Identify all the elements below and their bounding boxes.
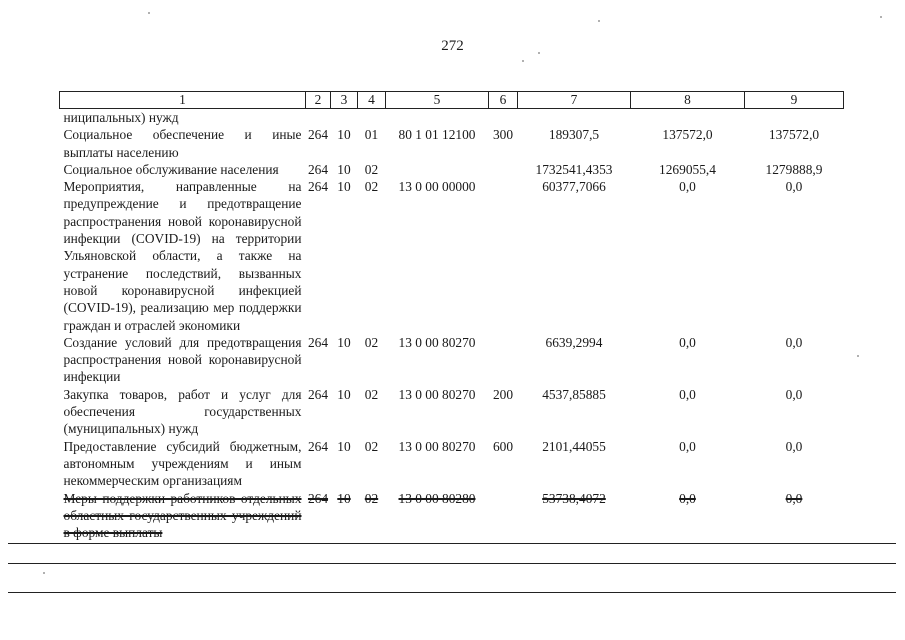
header-col-7: 7 bbox=[518, 92, 631, 109]
table-header bbox=[60, 92, 844, 109]
row-cell-c3: 10 bbox=[337, 161, 351, 177]
header-col-6: 6 bbox=[489, 92, 518, 109]
row-cell-c6 bbox=[489, 109, 518, 127]
row-cell-c7: 53738,4072 bbox=[542, 490, 606, 506]
row-cell-c2: 264 bbox=[307, 490, 329, 506]
strike-rule-mid bbox=[8, 563, 896, 564]
row-cell-c4 bbox=[358, 109, 386, 127]
scan-speck bbox=[857, 355, 859, 357]
scan-speck bbox=[538, 52, 540, 54]
row-name: Предоставление субсидий бюджетным, автономным учреждениям и иным некоммерческим организациям bbox=[63, 438, 302, 489]
header-col-5: 5 bbox=[386, 92, 489, 109]
table-row bbox=[60, 109, 844, 127]
row-cell-c7 bbox=[518, 109, 631, 127]
row-cell-c4: 02 bbox=[364, 179, 379, 195]
row-cell-c4: 02 bbox=[364, 334, 379, 350]
strike-rule-top bbox=[8, 543, 896, 544]
scan-speck bbox=[880, 16, 882, 18]
row-cell-c3: 10 bbox=[337, 127, 351, 143]
row-cell-c8: 0,0 bbox=[679, 490, 696, 506]
row-cell-c9: 0,0 bbox=[785, 334, 803, 350]
row-cell-c3: 10 bbox=[337, 334, 351, 350]
row-cell-c7: 4537,85885 bbox=[542, 386, 606, 402]
budget-table bbox=[59, 91, 844, 541]
scan-speck bbox=[43, 572, 45, 574]
row-cell-c4: 02 bbox=[364, 161, 379, 177]
row-cell-c4: 02 bbox=[364, 438, 379, 454]
header-col-2: 2 bbox=[306, 92, 331, 109]
row-cell-c2: 264 bbox=[307, 334, 329, 350]
row-cell-c2: 264 bbox=[307, 127, 329, 143]
row-cell-c5: 13 0 00 80270 bbox=[398, 438, 476, 454]
row-cell-c4: 01 bbox=[364, 127, 379, 143]
table-row bbox=[60, 178, 844, 334]
row-cell-c2: 264 bbox=[307, 179, 329, 195]
table-row bbox=[60, 126, 844, 161]
page-number: 272 bbox=[441, 38, 464, 54]
row-name: Закупка товаров, работ и услуг для обеспечения государственных (муниципальных) нужд bbox=[63, 386, 302, 437]
row-cell-c5: 13 0 00 00000 bbox=[398, 179, 476, 195]
row-cell-c9: 137572,0 bbox=[768, 127, 820, 143]
scan-speck bbox=[148, 12, 150, 14]
row-cell-c3: 10 bbox=[337, 386, 351, 402]
row-cell-c5 bbox=[386, 109, 489, 127]
row-cell-c9 bbox=[745, 109, 844, 127]
scan-speck bbox=[522, 60, 524, 62]
row-cell-c6 bbox=[489, 490, 518, 542]
row-cell-c3: 10 bbox=[337, 490, 351, 506]
row-cell-c5 bbox=[386, 161, 489, 178]
table-row bbox=[60, 334, 844, 386]
row-cell-c8: 0,0 bbox=[679, 438, 696, 454]
scan-speck bbox=[598, 20, 600, 22]
header-col-8: 8 bbox=[631, 92, 745, 109]
row-cell-c9: 1279888,9 bbox=[765, 161, 823, 177]
row-cell-c3: 10 bbox=[337, 179, 351, 195]
row-cell-c8 bbox=[631, 109, 745, 127]
row-cell-c6: 600 bbox=[492, 438, 514, 454]
header-col-3: 3 bbox=[331, 92, 358, 109]
row-name: Мероприятия, направленные на предупреждение и предотвращение распространения новой коронавирусной инфекции (COVID-19) на территории Ульяновской области, а также на устранение последствий, вызванных новой коронавирусной инфекцией (COVID-19), реализацию мер поддержки граждан и отраслей экономики bbox=[63, 179, 302, 333]
row-cell-c2: 264 bbox=[307, 386, 329, 402]
row-cell-c7: 2101,44055 bbox=[542, 438, 606, 454]
row-cell-c2: 264 bbox=[307, 161, 329, 177]
row-cell-c6: 200 bbox=[492, 386, 514, 402]
row-cell-c2: 264 bbox=[307, 438, 329, 454]
row-cell-c5: 13 0 00 80270 bbox=[398, 386, 476, 402]
row-cell-c5: 80 1 01 12100 bbox=[398, 127, 476, 143]
header-col-9: 9 bbox=[745, 92, 844, 109]
header-col-1: 1 bbox=[60, 92, 306, 109]
row-cell-c7: 1732541,4353 bbox=[535, 161, 613, 177]
row-cell-c7: 6639,2994 bbox=[545, 334, 603, 350]
row-name: ниципальных) нужд bbox=[63, 110, 179, 125]
table-row bbox=[60, 161, 844, 178]
row-cell-c5: 13 0 00 80270 bbox=[398, 334, 476, 350]
row-cell-c8: 0,0 bbox=[679, 179, 696, 195]
row-cell-c5: 13 0 00 80280 bbox=[398, 490, 476, 506]
row-cell-c3 bbox=[331, 109, 358, 127]
row-cell-c9: 0,0 bbox=[785, 179, 803, 195]
row-name: Создание условий для предотвращения распространения новой коронавирусной инфекции bbox=[63, 334, 302, 385]
table-row bbox=[60, 490, 844, 542]
row-cell-c7: 189307,5 bbox=[548, 127, 600, 143]
row-cell-c8: 137572,0 bbox=[662, 127, 713, 143]
row-cell-c6 bbox=[489, 334, 518, 386]
row-cell-c7: 60377,7066 bbox=[542, 179, 606, 195]
row-cell-c9: 0,0 bbox=[785, 386, 803, 402]
row-name: Меры поддержки работников отдельных областных государственных учреждений в форме выплаты bbox=[63, 490, 302, 541]
row-cell-c6 bbox=[489, 178, 518, 334]
row-cell-c4: 02 bbox=[364, 386, 379, 402]
row-cell-c8: 0,0 bbox=[679, 334, 696, 350]
row-cell-c4: 02 bbox=[364, 490, 379, 506]
row-cell-c8: 1269055,4 bbox=[659, 161, 716, 177]
row-cell-c3: 10 bbox=[337, 438, 351, 454]
row-cell-c6: 300 bbox=[492, 127, 514, 143]
row-name: Социальное обслуживание населения bbox=[63, 161, 279, 177]
row-cell-c9: 0,0 bbox=[785, 438, 803, 454]
row-cell-c2 bbox=[306, 109, 331, 127]
strike-rule-bottom bbox=[8, 592, 896, 593]
row-cell-c8: 0,0 bbox=[679, 386, 696, 402]
row-name: Социальное обеспечение и иные выплаты населению bbox=[63, 127, 302, 160]
header-col-4: 4 bbox=[358, 92, 386, 109]
table-row bbox=[60, 386, 844, 438]
row-cell-c6 bbox=[489, 161, 518, 178]
row-cell-c9: 0,0 bbox=[785, 490, 803, 506]
table-row bbox=[60, 438, 844, 490]
table-body bbox=[60, 109, 844, 542]
